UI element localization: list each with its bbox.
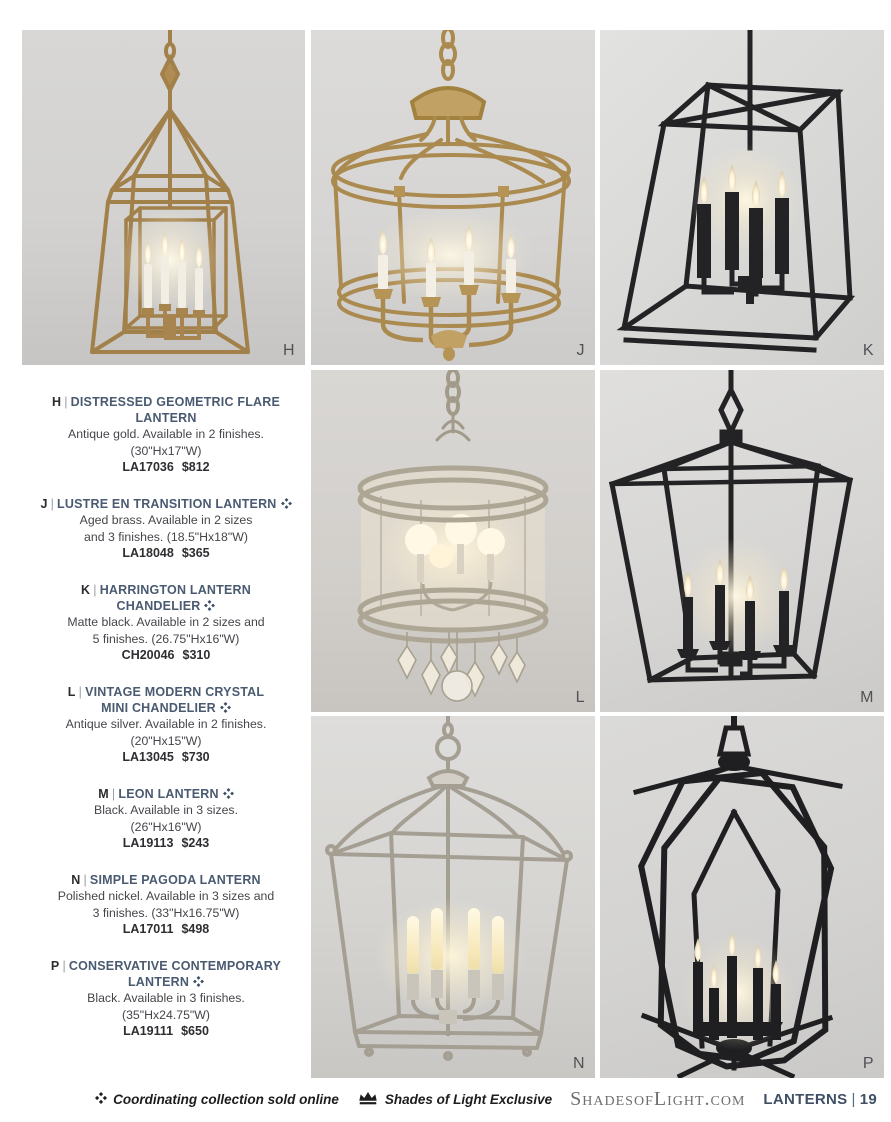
product-title-line2: CHANDELIER bbox=[30, 598, 302, 614]
listing-m bbox=[30, 786, 302, 852]
crystal-chandelier-illustration bbox=[311, 370, 595, 712]
product-description: Antique gold. Available in 2 finishes. bbox=[68, 427, 264, 441]
listing-h bbox=[30, 394, 302, 476]
exclusive-legend: Shades of Light Exclusive bbox=[357, 1091, 552, 1108]
product-sku-price bbox=[30, 1023, 302, 1040]
crown-icon bbox=[357, 1091, 379, 1108]
product-sku-price bbox=[30, 647, 302, 664]
pagoda-lantern-illustration bbox=[311, 716, 595, 1078]
sku: LA19111 bbox=[123, 1024, 174, 1038]
sku: LA18048 bbox=[122, 546, 174, 560]
price: $650 bbox=[181, 1024, 209, 1038]
black-lantern-illustration bbox=[600, 30, 884, 365]
product-sku-price bbox=[30, 545, 302, 562]
coordinating-diamond-icon bbox=[281, 498, 292, 509]
brass-drum-lantern-illustration bbox=[311, 30, 595, 365]
product-description: Black. Available in 3 finishes. bbox=[87, 991, 245, 1005]
product-dimensions: and 3 finishes. (18.5"Hx18"W) bbox=[84, 529, 248, 544]
listing-l bbox=[30, 684, 302, 766]
product-dimensions: 5 finishes. (26.75"Hx16"W) bbox=[92, 631, 240, 646]
price: $310 bbox=[182, 648, 211, 662]
product-sku-price bbox=[30, 835, 302, 852]
image-label-p: P bbox=[862, 1055, 874, 1072]
product-title: N | SIMPLE PAGODA LANTERN bbox=[71, 873, 261, 887]
product-description: Matte black. Available in 2 sizes and bbox=[67, 615, 265, 629]
product-dimensions: 3 finishes. (33"Hx16.75"W) bbox=[92, 905, 240, 920]
product-title: P | CONSERVATIVE CONTEMPORARY bbox=[50, 959, 282, 973]
product-photo-m[interactable] bbox=[600, 370, 884, 712]
page-footer bbox=[0, 1088, 877, 1111]
product-sku-price bbox=[30, 459, 302, 476]
image-label-h: H bbox=[282, 342, 295, 359]
image-label-k: K bbox=[862, 342, 874, 359]
product-photo-h[interactable] bbox=[22, 30, 305, 365]
listing-p bbox=[30, 958, 302, 1040]
image-label-j: J bbox=[576, 342, 585, 359]
leon-lantern-illustration bbox=[600, 370, 884, 712]
product-photo-n[interactable] bbox=[311, 716, 595, 1078]
product-description: Antique silver. Available in 2 finishes. bbox=[65, 717, 267, 731]
product-listings bbox=[30, 394, 302, 1060]
sku: LA17011 bbox=[122, 922, 174, 936]
product-photo-j[interactable] bbox=[311, 30, 595, 365]
coordinating-diamond-icon bbox=[193, 976, 204, 987]
sku: LA17036 bbox=[122, 460, 174, 474]
product-description: Black. Available in 3 sizes. bbox=[94, 803, 238, 817]
image-label-l: L bbox=[575, 689, 585, 706]
product-dimensions: (35"Hx24.75"W) bbox=[121, 1007, 210, 1022]
price: $812 bbox=[181, 460, 210, 474]
product-sku-price bbox=[30, 749, 302, 766]
coordinating-legend: Coordinating collection sold online bbox=[95, 1092, 339, 1107]
product-title-line2: LANTERN bbox=[30, 974, 302, 990]
page-number: 19 bbox=[859, 1091, 877, 1108]
price: $365 bbox=[181, 546, 210, 560]
product-description: Polished nickel. Available in 3 sizes and bbox=[57, 889, 275, 903]
listing-k bbox=[30, 582, 302, 664]
product-title: L | VINTAGE MODERN CRYSTAL bbox=[67, 685, 265, 699]
product-photo-p[interactable] bbox=[600, 716, 884, 1078]
coordinating-diamond-icon bbox=[95, 1092, 107, 1107]
product-title: K | HARRINGTON LANTERN bbox=[81, 583, 251, 597]
contemporary-lantern-illustration bbox=[600, 716, 884, 1078]
product-sku-price bbox=[30, 921, 302, 938]
brand-site-link[interactable]: ShadesofLight.com bbox=[570, 1088, 746, 1110]
product-description: Aged brass. Available in 2 sizes bbox=[79, 513, 253, 527]
product-title-line2: LANTERN bbox=[135, 411, 197, 425]
price: $730 bbox=[181, 750, 210, 764]
image-label-m: M bbox=[860, 689, 874, 706]
product-photo-l[interactable] bbox=[311, 370, 595, 712]
product-title: H | DISTRESSED GEOMETRIC FLARE bbox=[51, 395, 281, 409]
gold-flare-lantern-illustration bbox=[22, 30, 305, 365]
product-title-line2: MINI CHANDELIER bbox=[30, 700, 302, 716]
product-dimensions: (26"Hx16"W) bbox=[130, 819, 202, 834]
product-dimensions: (20"Hx15"W) bbox=[130, 733, 202, 748]
coordinating-diamond-icon bbox=[204, 600, 215, 611]
product-title: M | LEON LANTERN bbox=[30, 786, 302, 802]
sku: LA13045 bbox=[122, 750, 174, 764]
sku: LA19113 bbox=[122, 836, 174, 850]
section-and-page-number: LANTERNS | 19 bbox=[763, 1091, 877, 1108]
listing-j bbox=[30, 496, 302, 562]
price: $498 bbox=[181, 922, 210, 936]
image-label-n: N bbox=[572, 1055, 585, 1072]
coordinating-diamond-icon bbox=[220, 702, 231, 713]
listing-n bbox=[30, 872, 302, 938]
sku: CH20046 bbox=[121, 648, 175, 662]
product-photo-k[interactable] bbox=[600, 30, 884, 365]
coordinating-diamond-icon bbox=[223, 788, 234, 799]
section-label: LANTERNS bbox=[763, 1091, 848, 1108]
product-title: J | LUSTRE EN TRANSITION LANTERN bbox=[30, 496, 302, 512]
product-dimensions: (30"Hx17"W) bbox=[130, 443, 202, 458]
price: $243 bbox=[181, 836, 210, 850]
